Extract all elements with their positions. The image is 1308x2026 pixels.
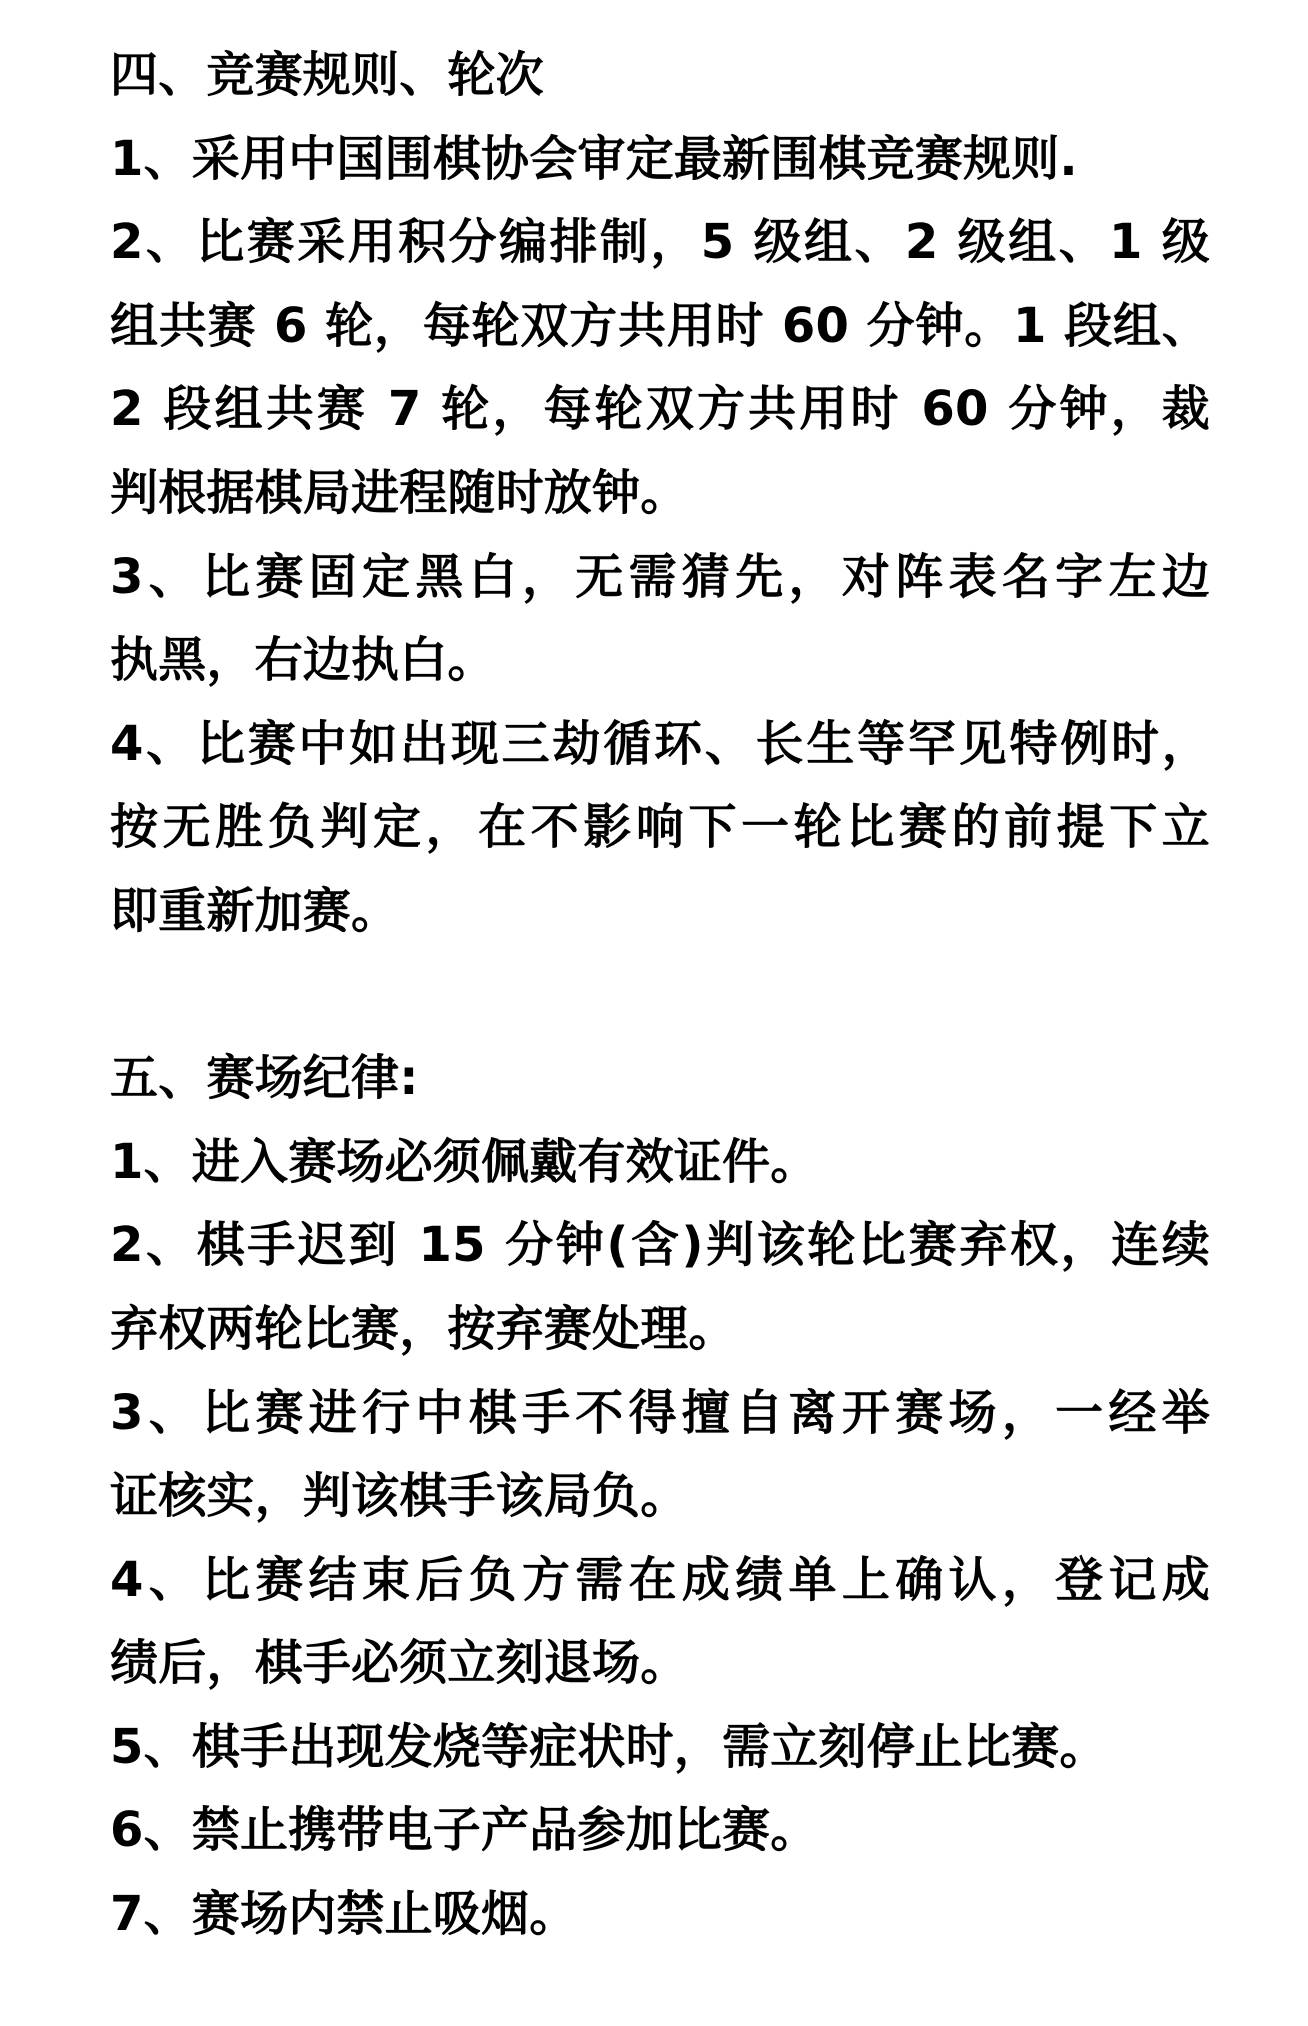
rule-5-2-line-2: 弃权两轮比赛，按弃赛处理。 bbox=[110, 1300, 737, 1357]
rule-5-4-line-2: 绩后，棋手必须立刻退场。 bbox=[110, 1635, 689, 1692]
rule-5-7: 7、赛场内禁止吸烟。 bbox=[110, 1886, 578, 1943]
rule-4-4-line-3: 即重新加赛。 bbox=[110, 882, 400, 939]
rule-4-2-line-1: 2、比赛采用积分编排制，5 级组、2 级组、1 级 bbox=[110, 214, 1210, 271]
section-divider-space bbox=[110, 954, 1210, 1038]
rule-4-2-line-2: 组共赛 6 轮，每轮双方共用时 60 分钟。1 段组、 bbox=[110, 297, 1210, 354]
rule-4-4-line-1: 4、比赛中如出现三劫循环、长生等罕见特例时， bbox=[110, 715, 1210, 772]
rule-5-3-line-1: 3、比赛进行中棋手不得擅自离开赛场，一经举 bbox=[110, 1384, 1210, 1441]
rule-4-3-line-1: 3、比赛固定黑白，无需猜先，对阵表名字左边 bbox=[110, 548, 1210, 605]
rule-4-2-line-4: 判根据棋局进程随时放钟。 bbox=[110, 464, 689, 521]
section-4-title: 四、竞赛规则、轮次 bbox=[110, 47, 544, 103]
rule-5-5: 5、棋手出现发烧等症状时，需立刻停止比赛。 bbox=[110, 1718, 1108, 1775]
rule-5-3-line-2: 证核实，判该棋手该局负。 bbox=[110, 1468, 689, 1525]
rule-4-3-line-2: 执黑，右边执白。 bbox=[110, 632, 496, 689]
rule-5-2-line-1: 2、棋手迟到 15 分钟(含)判该轮比赛弃权，连续 bbox=[110, 1217, 1210, 1274]
section-5-title: 五、赛场纪律: bbox=[110, 1050, 419, 1107]
rule-5-6: 6、禁止携带电子产品参加比赛。 bbox=[110, 1802, 819, 1859]
rule-5-4-line-1: 4、比赛结束后负方需在成绩单上确认，登记成 bbox=[110, 1551, 1210, 1608]
rule-4-4-line-2: 按无胜负判定，在不影响下一轮比赛的前提下立 bbox=[110, 799, 1210, 856]
rule-5-1: 1、进入赛场必须佩戴有效证件。 bbox=[110, 1133, 819, 1190]
document-page bbox=[110, 34, 1210, 1957]
rule-4-2-line-3: 2 段组共赛 7 轮，每轮双方共用时 60 分钟，裁 bbox=[110, 381, 1210, 438]
rule-4-1: 1、采用中国围棋协会审定最新围棋竞赛规则. bbox=[110, 130, 1078, 187]
